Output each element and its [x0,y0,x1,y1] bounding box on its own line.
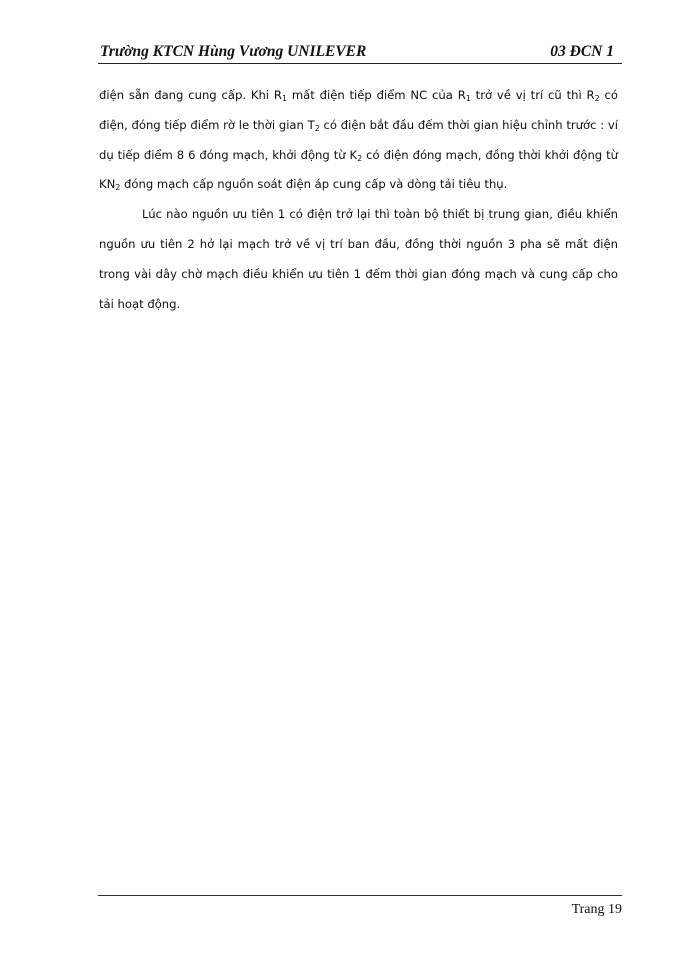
subscript: 2 [314,123,320,133]
page-number: Trang 19 [571,902,622,917]
document-body [99,81,618,319]
subscript: 1 [465,94,471,103]
header-school-title: Trường KTCN Hùng Vương UNILEVER [100,43,367,60]
paragraph-1-text: mất điện tiếp điểm NC của R [287,88,466,102]
paragraph-1-text: có điện bắt đầu đếm thời gian hiệu chỉnh trước : ví dụ tiếp điểm 8 6 đóng mạch, khởi động từ K [99,117,618,162]
footer-divider [98,895,622,896]
paragraph-1-text: có điện, đóng tiếp điểm rờ le thời gian T [99,88,618,132]
subscript: 2 [594,94,600,103]
subscript: 1 [281,94,287,103]
paragraph-1-text: đóng mạch cấp nguồn soát điện áp cung cấp và dòng tải tiêu thụ. [120,177,508,192]
header-class-code: 03 ĐCN 1 [550,43,614,60]
paragraph-1-text: có điện đóng mạch, đồng thời khởi động từ KN [99,147,618,192]
paragraph-2: Lúc nào nguồn ưu tiên 1 có điện trở lại thì toàn bộ thiết bị trung gian, điều khiển nguồn ưu tiên 2 hở lại mạch trở về vị trí ban đầu, đồng thời nguồn 3 pha sẽ mất điện trong vài dây chờ mạch điều khiển ưu tiên 1 đếm thời gian đóng mạch và cung cấp cho tải hoạt động. [99,207,618,311]
subscript: 2 [357,153,363,163]
paragraph-1-text: trở về vị trí cũ thì R [470,88,595,102]
subscript: 2 [115,183,121,193]
paragraph-1 [99,81,618,200]
paragraph-1-text: điện sẵn đang cung cấp. Khi R [99,88,282,102]
page-header [98,41,622,64]
